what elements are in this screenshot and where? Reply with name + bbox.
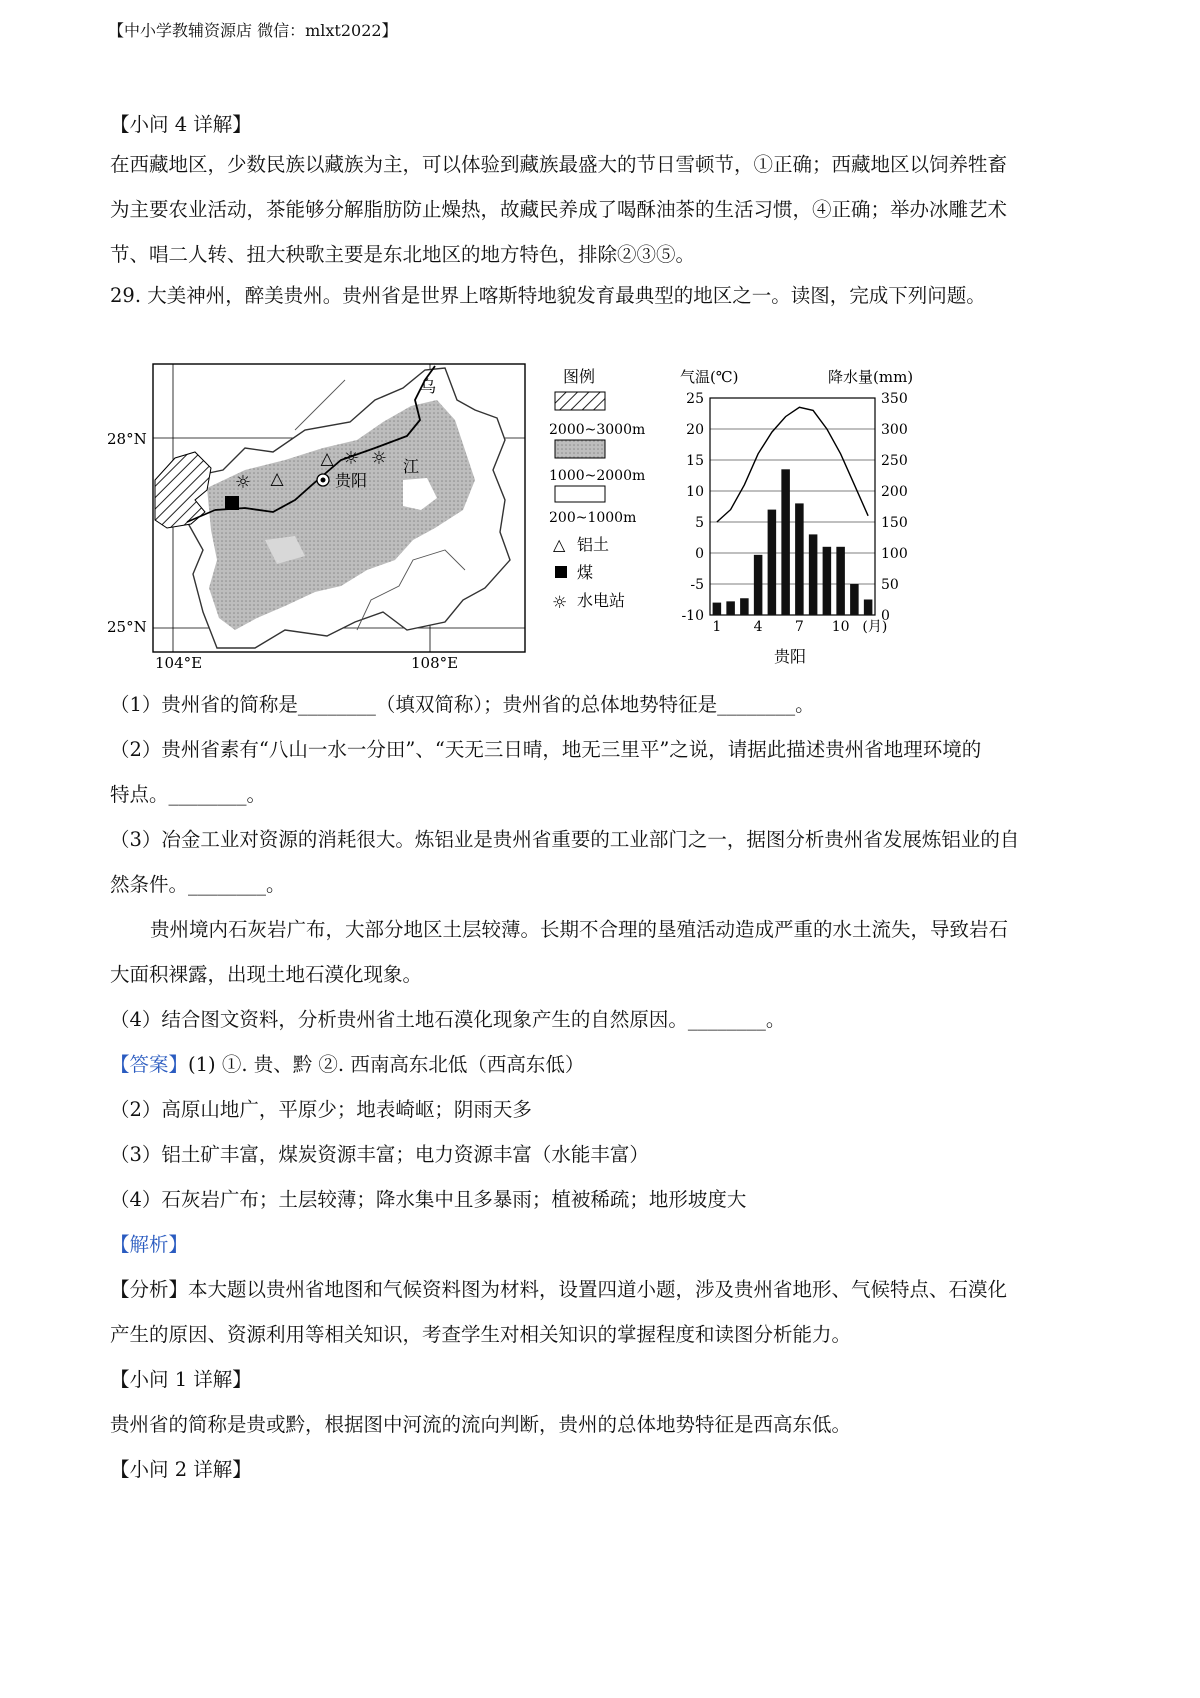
- precip-bar: [726, 601, 735, 615]
- answer-1: (1) ①. 贵、黔 ②. 西南高东北低（西高东低）: [188, 1053, 585, 1076]
- y-left-tick-label: 0: [695, 546, 704, 562]
- precip-bar: [768, 510, 777, 615]
- hydro-station-symbol: ☼: [370, 448, 388, 469]
- x-unit-label: (月): [862, 619, 888, 635]
- section-title: 【小问 2 详解】: [110, 1458, 252, 1481]
- precip-bar: [864, 600, 873, 616]
- question-4: （4）结合图文资料，分析贵州省土地石漠化现象产生的自然原因。________。: [110, 1008, 786, 1031]
- latitude-label: 28°N: [107, 430, 147, 448]
- section-title: 【小问 1 详解】: [110, 1368, 252, 1391]
- y-right-axis-label: 降水量(mm): [828, 368, 914, 386]
- river-label: 乌: [420, 377, 437, 396]
- y-right-tick-label: 150: [881, 515, 908, 531]
- chart-title: 贵阳: [773, 647, 807, 666]
- precip-bar: [754, 555, 763, 615]
- climate-chart: [660, 360, 960, 670]
- question-2-line: （2）贵州省素有“八山一水一分田”、“天无三日晴，地无三里平”之说，请据此描述贵州省地理环境的: [110, 738, 982, 761]
- precip-bar: [823, 547, 832, 615]
- river-label: 江: [403, 457, 420, 476]
- bauxite-symbol: △: [270, 469, 284, 489]
- legend-label: 铝土: [577, 535, 610, 554]
- y-right-tick-label: 0: [881, 608, 890, 624]
- y-left-axis-label: 气温(℃): [680, 368, 739, 386]
- legend-label: 水电站: [577, 591, 626, 610]
- y-left-tick-label: 5: [695, 515, 704, 531]
- legend-label: 200~1000m: [549, 510, 637, 526]
- y-right-tick-label: 300: [881, 422, 908, 438]
- answer-label: 【答案】: [110, 1053, 189, 1076]
- y-left-tick-label: 10: [686, 484, 704, 500]
- longitude-label: 104°E: [155, 654, 203, 672]
- guizhou-map: [107, 360, 655, 672]
- section-title: 【小问 4 详解】: [110, 113, 252, 136]
- y-right-tick-label: 350: [881, 391, 908, 407]
- y-left-tick-label: 15: [686, 453, 704, 469]
- bauxite-symbol: △: [320, 449, 334, 469]
- paragraph-line: 节、唱二人转、扭大秧歌主要是东北地区的地方特色，排除②③⑤。: [110, 243, 696, 266]
- city-label: 贵阳: [335, 471, 368, 490]
- x-tick-label: 4: [753, 619, 763, 635]
- y-left-tick-label: 25: [686, 391, 704, 407]
- precip-bar: [795, 503, 804, 615]
- analysis-paragraph: 【分析】本大题以贵州省地图和气候资料图为材料，设置四道小题，涉及贵州省地形、气候特点、石漠化: [110, 1278, 1008, 1301]
- legend-title: 图例: [563, 367, 596, 386]
- hydro-station-symbol: ☼: [234, 472, 252, 493]
- legend-label: 2000~3000m: [549, 422, 646, 438]
- analysis-label: 【解析】: [110, 1233, 189, 1256]
- coal-symbol: [225, 496, 239, 510]
- bauxite-legend-symbol: △: [553, 535, 566, 554]
- precip-bar: [713, 603, 722, 615]
- y-right-tick-label: 200: [881, 484, 908, 500]
- x-tick-label: 7: [794, 619, 804, 635]
- answer-3: （3）铝土矿丰富，煤炭资源丰富；电力资源丰富（水能丰富）: [110, 1143, 649, 1166]
- answer-line: [110, 1052, 1100, 1078]
- plot-frame: [710, 398, 875, 615]
- hydro-station-symbol: ☼: [342, 448, 360, 469]
- material-paragraph: 贵州境内石灰岩广布，大部分地区土层较薄。长期不合理的垦殖活动造成严重的水土流失，导致岩石: [150, 918, 1009, 941]
- precip-bar: [836, 547, 845, 615]
- legend-label: 1000~2000m: [549, 468, 646, 484]
- precip-bar: [809, 534, 818, 615]
- hydro-legend-symbol: ☼: [552, 593, 568, 613]
- y-left-tick-label: -5: [690, 577, 704, 593]
- material-paragraph: 大面积裸露，出现土地石漠化现象。: [110, 963, 423, 986]
- y-right-tick-label: 50: [881, 577, 899, 593]
- longitude-label: 108°E: [411, 654, 459, 672]
- y-left-tick-label: 20: [686, 422, 704, 438]
- latitude-label: 25°N: [107, 618, 147, 636]
- y-left-tick-label: -10: [681, 608, 704, 624]
- precip-bar: [740, 598, 749, 615]
- question-3-line: （3）冶金工业对资源的消耗很大。炼铝业是贵州省重要的工业部门之一，据图分析贵州省发展炼铝业的自: [110, 828, 1020, 851]
- question-2-line: 特点。________。: [110, 783, 267, 806]
- answer-4: （4）石灰岩广布；土层较薄；降水集中且多暴雨；植被稀疏；地形坡度大: [110, 1188, 747, 1211]
- precip-bar: [850, 584, 859, 615]
- legend-label: 煤: [577, 563, 594, 582]
- paragraph-line: 为主要农业活动，茶能够分解脂肪防止燥热，故藏民养成了喝酥油茶的生活习惯，④正确；举办冰雕艺术: [110, 198, 1008, 221]
- precip-bar: [781, 469, 790, 615]
- x-tick-label: 1: [712, 619, 722, 635]
- question-1: （1）贵州省的简称是________（填双简称）；贵州省的总体地势特征是________。: [110, 693, 815, 716]
- question-3-line: 然条件。________。: [110, 873, 286, 896]
- paragraph-line: 贵州省的简称是贵或黔，根据图中河流的流向判断，贵州的总体地势特征是西高东低。: [110, 1413, 852, 1436]
- y-right-tick-label: 100: [881, 546, 908, 562]
- analysis-paragraph: 产生的原因、资源利用等相关知识，考查学生对相关知识的掌握程度和读图分析能力。: [110, 1323, 852, 1346]
- coal-legend-symbol: [555, 566, 567, 578]
- y-right-tick-label: 250: [881, 453, 908, 469]
- answer-2: （2）高原山地广，平原少；地表崎岖；阴雨天多: [110, 1098, 532, 1121]
- watermark-header: 【中小学教辅资源店 微信：mlxt2022】: [108, 21, 398, 40]
- paragraph-line: 在西藏地区，少数民族以藏族为主，可以体验到藏族最盛大的节日雪顿节，①正确；西藏地区以饲养牲畜: [110, 153, 1008, 176]
- question-29: 29. 大美神州，醉美贵州。贵州省是世界上喀斯特地貌发育最典型的地区之一。读图，完成下列问题。: [110, 284, 986, 307]
- x-tick-label: 10: [831, 619, 850, 635]
